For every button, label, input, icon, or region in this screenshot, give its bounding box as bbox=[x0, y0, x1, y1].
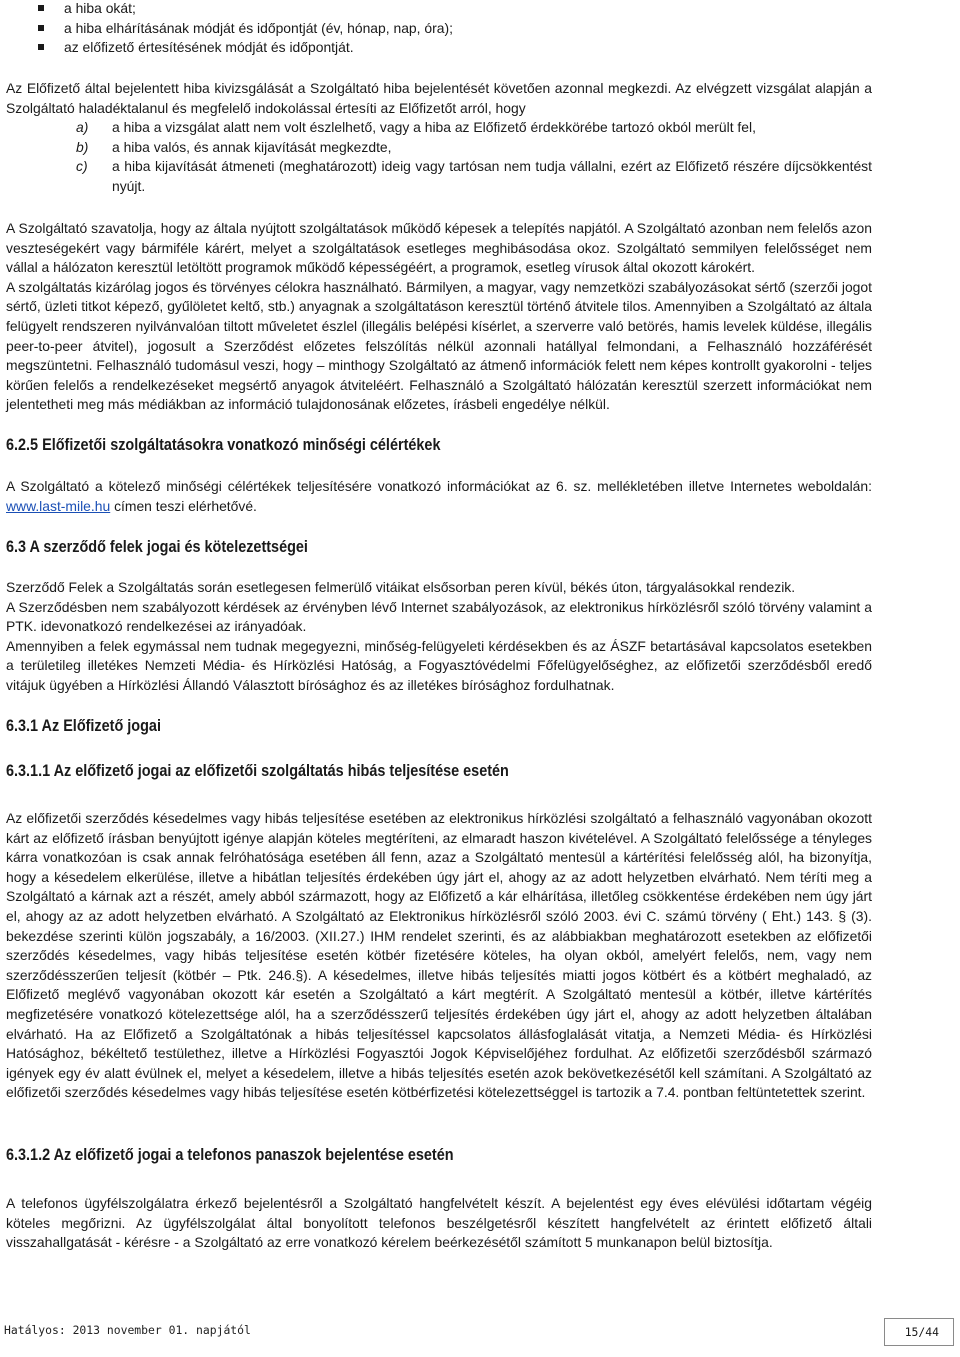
paragraph-telefonos-panasz: A telefonos ügyfélszolgálatra érkező bejelentésről a Szolgáltató hangfelvételt készít. A bejelentést egy éves elévülési időtartam végéig köteles megőrizni. Az ügyfélszolgálat által bonyolított telefonos beszélgetésről készített hangfelvételt az érintett előfizető általi visszahallgatását - kérésre - a Szolgáltató az erre vonatkozó kérelem beérkezésétől számított 5 munkanapon belül biztosítja. bbox=[6, 1195, 872, 1251]
footer-page-number: 15/44 bbox=[884, 1318, 954, 1346]
bullet-item: a hiba elhárításának módját és időpontját (év, hónap, nap, óra); bbox=[6, 19, 453, 39]
outcome-item: c) a hiba kijavítását átmeneti (meghatározott) ideig vagy tartósan nem tudja vállalni, ezért az Előfizető részére díjcsökkentést nyújt. bbox=[76, 158, 872, 194]
outcome-item: b) a hiba valós, és annak kijavítását megkezdte, bbox=[76, 138, 392, 155]
paragraph-minosegi-celertekek: A Szolgáltató a kötelező minőségi célértékek teljesítésére vonatkozó információkat az 6. sz. mellékletében illetve Internetes weboldalán: www.last-mile.hu címen teszi elérhetővé. bbox=[6, 478, 872, 514]
bullet-item: a hiba okát; bbox=[6, 0, 453, 19]
outcome-list bbox=[6, 118, 872, 196]
outcome-item: a) a hiba a vizsgálat alatt nem volt észlelhető, vagy a hiba az Előfizető érdekkörébe tartozó okból merült fel, bbox=[76, 119, 756, 135]
bullet-square-icon bbox=[38, 25, 44, 31]
bullet-list bbox=[6, 0, 453, 58]
section-heading-6-3-1-1: 6.3.1.1 Az előfizető jogai az előfizetői szolgáltatás hibás teljesítése esetén bbox=[6, 762, 509, 780]
footer-effective-date: Hatályos: 2013 november 01. napjától bbox=[4, 1323, 251, 1337]
section-heading-6-2-5: 6.2.5 Előfizetői szolgáltatásokra vonatkozó minőségi célértékek bbox=[6, 436, 441, 454]
paragraph-hiba-kivizsgalas: Az Előfizető által bejelentett hiba kivizsgálását a Szolgáltató hiba bejelentését követően azonnal megkezdi. Az elvégzett vizsgálat alapján a Szolgáltató haladéktalanul és megfelelő indokolással értesíti az Előfizetőt arról, hogy bbox=[6, 80, 872, 116]
section-heading-6-3-1: 6.3.1 Az Előfizető jogai bbox=[6, 717, 161, 735]
paragraph-hibas-teljesites: Az előfizetői szerződés késedelmes vagy hibás teljesítése esetében az elektronikus hírközlési szolgáltató a felhasználó vagyonában okozott kárt az előfizető írásban benyújtott igénye alapján köteles megtéríteni, az elmaradt haszon kivételével. A Szolgáltató felelőssége a tényleges kárra vonatkozóan is csak annak felróhatósága esetében áll fenn, azaz a Szolgáltató mentesül a kártérítési felelősség alól, ha bizonyítja, hogy a késedelem elkerülése, illetve a hibátlan teljesítés érdekében úgy járt el, ahogy az az adott helyzetben elvárható. Nem téríti meg a Szolgáltató a kárnak azt a részét, amely abból származott, hogy az Előfizető a kár elhárítása, illetőleg csökkentése érdekében nem úgy járt el, ahogy az az adott helyzetben elvárható. A Szolgáltató az Elektronikus hírközlésről szóló 2003. évi C. számú törvény ( Eht.) 143. § (3). bekezdése szerinti külön jogszabály, a 16/2003. (XII.27.) IHM rendelet szerinti, és az alábbiakban meghatározott esetekben az előfizetői szerződés késedelmes, vagy hibás teljesítése esetén kötbér fizetésére köteles, ha olyan okból, amelyért felelős, nem, vagy nem szerződésszerűen teljesít (kötbér – Ptk. 246.§). A késedelmes, illetve hibás teljesítés miatti jogos kötbért és a kötbért meghaladó, az Előfizető meglévő vagyonában okozott kár esetén a Szolgáltató a kárt megtérít. A Szolgáltató mentesül a kötbér, illetve kártérítés megfizetésére vonatkozó kötelezettsége alól, ha a szerződésszerű teljesítés érdekében úgy járt el, ahogy az adott helyzetben általában elvárható. Ha az Előfizető a Szolgáltatónak a hibás teljesítéssel kapcsolatos állásfoglalását vitatja, a Nemzeti Média- és Hírközlési Hatósághoz, békéltető testülethez, illetve a Hírközlési Fogyasztói Jogok Képviselőjéhez fordulhat. Az előfizetői szerződésből származó igények egy év alatt évülnek el, melyet a késedelem, illetve a hibás teljesítés esetén azok bekövetkezésétől kell számítani. A Szolgáltató az előfizetői szerződés késedelmes vagy hibás teljesítése esetén kötbérfizetési kötelezettséggel is tartozik a 7.4. pontban feltüntetettek szerint. bbox=[6, 810, 872, 1101]
section-heading-6-3-1-2: 6.3.1.2 Az előfizető jogai a telefonos panaszok bejelentése esetén bbox=[6, 1146, 454, 1164]
bullet-square-icon bbox=[38, 44, 44, 50]
section-heading-6-3: 6.3 A szerződő felek jogai és kötelezettségei bbox=[6, 538, 308, 556]
bullet-item: az előfizető értesítésének módját és időpontját. bbox=[6, 38, 453, 58]
website-link[interactable]: www.last-mile.hu bbox=[6, 497, 111, 514]
paragraph-szavatossag: A Szolgáltató szavatolja, hogy az általa nyújtott szolgáltatások működő képesek a telepítés napjától. A Szolgáltató azonban nem felelős azon veszteségekért vagy bármiféle kárért, melyet a szolgáltatások esetleges meghibásodása okoz. Szolgáltató semmilyen felelősséget nem vállal a hálózaton keresztül letöltött programok működő képességéért, a programok, esetleg vírusok által okozott károkért. A szolgáltatás kizárólag jogos és törvényes célokra használható. Bármilyen, a magyar, vagy nemzetközi szabályozásokat sértő (szerzői jogot sértő, üzleti titkot képező, gyűlöletet keltő, stb.) anyagnak a szolgáltatáson keresztül történő átvitele tilos. Amennyiben a Szolgáltató az általa felügyelt rendszeren nyilvánvalóan tiltott műveletet észlel (illegális belépési kísérlet, a szerverre való betörés, hamis levelek küldése, illegális peer-to-peer átvitel), jogosult a Szerződést előzetes felszólítás nélkül azonnali hatállyal felmondani, a Felhasználó hozzáférését megszüntetni. Felhasználó tudomásul veszi, hogy – minthogy Szolgáltató az átmenő információk felett nem képes kontrollt gyakorolni - teljes körűen felelős a rendelkezéseket megsértő anyagok átviteléért. Felhasználó a Szolgáltató hálózatán keresztül szerzett információkat nem jelentetheti meg más médiákban az információ tulajdonosának előzetes, írásbeli engedélye nélkül. bbox=[6, 220, 872, 413]
paragraph-vitak: Szerződő Felek a Szolgáltatás során esetlegesen felmerülő vitáikat elsősorban peren kívül, békés úton, tárgyalásokkal rendezik. A Szerződésben nem szabályozott kérdések az érvényben lévő Internet szabályozások, az elektronikus hírközlésről szóló törvény valamint a PTK. idevonatkozó rendelkezései az irányadóak. Amennyiben a felek egymással nem tudnak megegyezni, minőség-felügyeleti kérdésekben és az ÁSZF betartásával kapcsolatos esetekben a területileg illetékes Nemzeti Média- és Hírközlési Hatóság, a Fogyasztóvédelmi Főfelügyelőséghez, az előfizetői szerződésből eredő vitájuk ügyében a Hírközlési Állandó Választott bírósághoz és az illetékes bírósághoz fordulhatnak. bbox=[6, 579, 872, 693]
bullet-square-icon bbox=[38, 5, 44, 11]
